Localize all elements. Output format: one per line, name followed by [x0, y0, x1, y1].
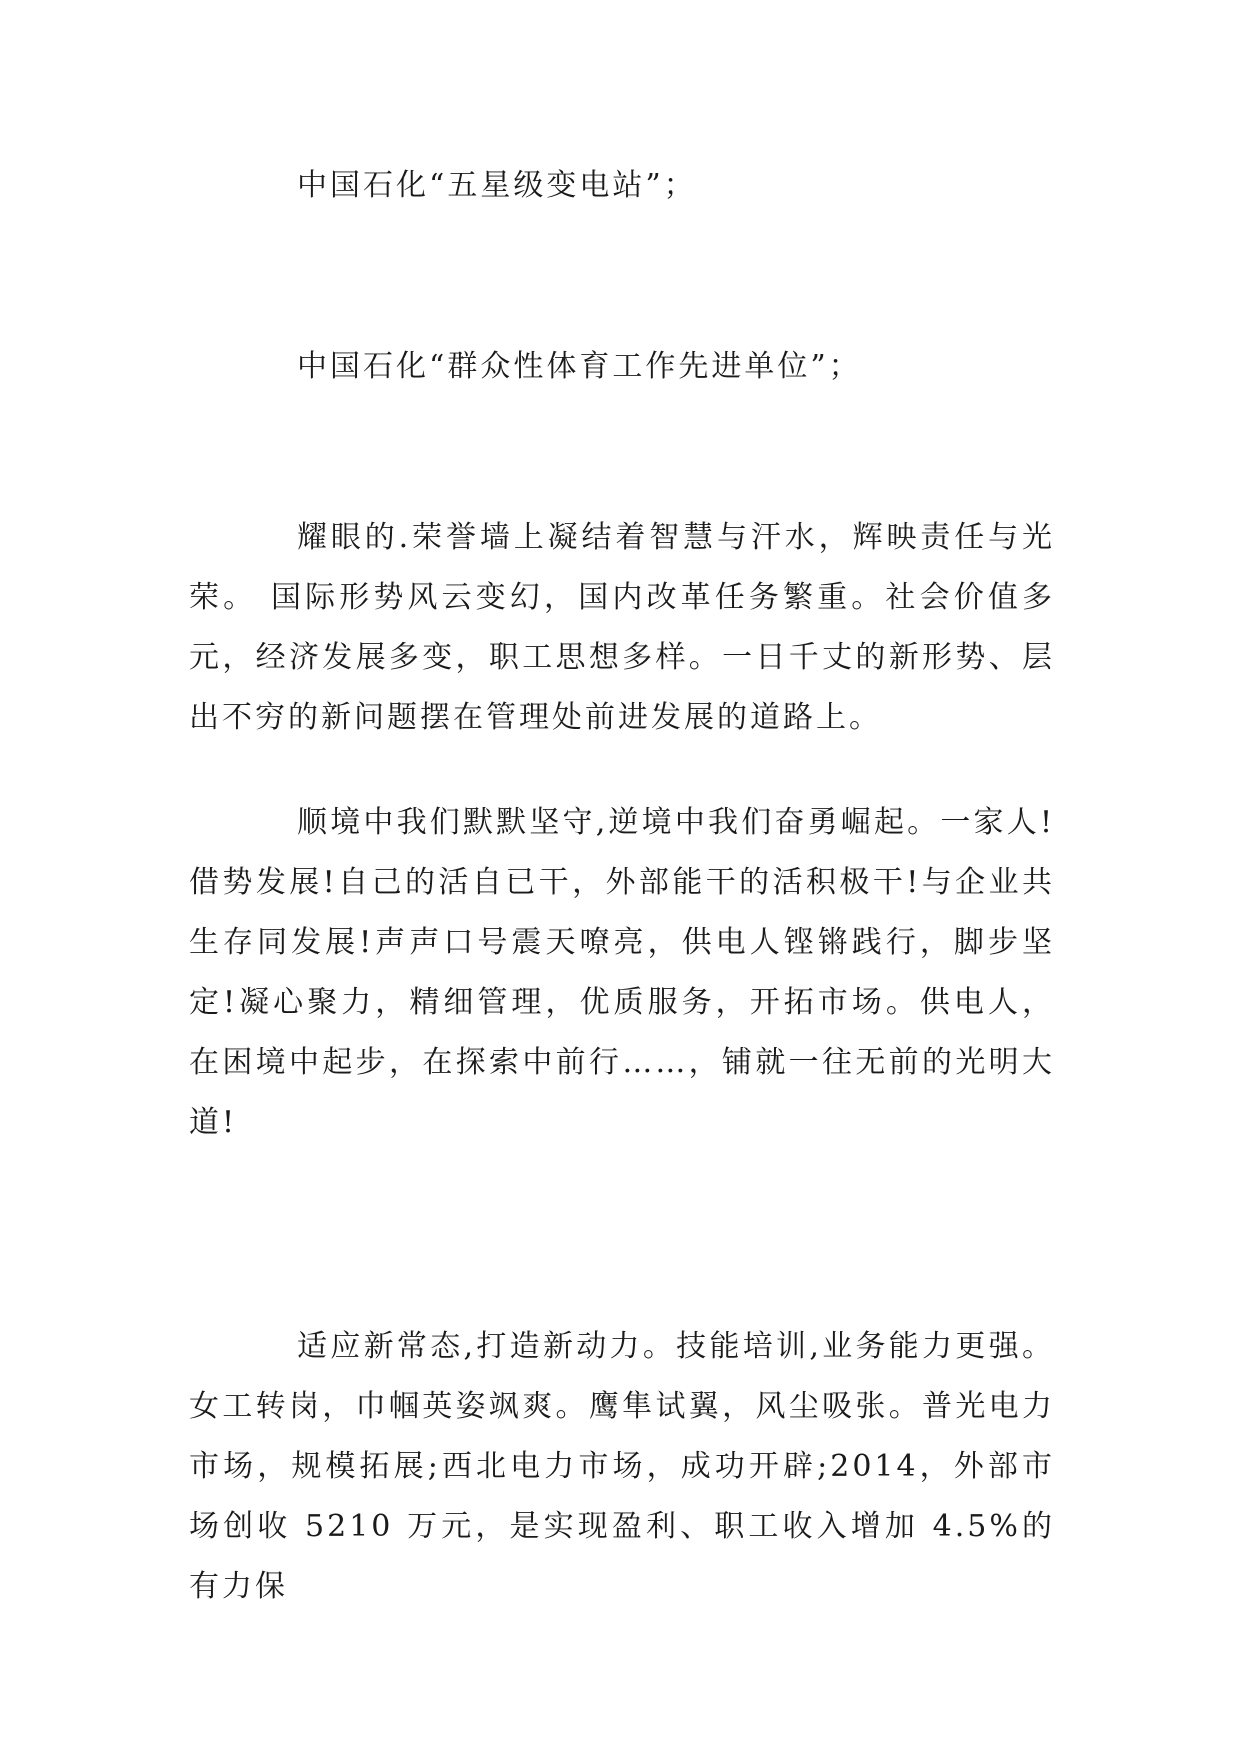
paragraph-award-substation: 中国石化“五星级变电站”；	[297, 168, 697, 203]
paragraph-honor-wall: 耀眼的.荣誉墙上凝结着智慧与汗水，辉映责任与光荣。 国际形势风云变幻，国内改革任务繁重。社会价值多元，经济发展多变，职工思想多样。一日千丈的新形势、层出不穷的新问题摆在管理处前进发展的道路上。	[189, 520, 1055, 735]
paragraph-adversity: 顺境中我们默默坚守,逆境中我们奋勇崛起。一家人!借势发展!自己的活自已干，外部能干的活积极干!与企业共生存同发展!声声口号震天嘹亮，供电人铿锵践行，脚步坚定!凝心聚力，精细管理，优质服务，开拓市场。供电人，在困境中起步，在探索中前行……，铺就一往无前的光明大道!	[189, 805, 1055, 1140]
paragraph-new-normal: 适应新常态,打造新动力。技能培训,业务能力更强。女工转岗，巾帼英姿飒爽。鹰隼试翼，风尘吸张。普光电力市场，规模拓展;西北电力市场，成功开辟;2014，外部市场创收 5210 万元，是实现盈利、职工收入增加 4.5%的有力保	[189, 1329, 1055, 1604]
paragraph-award-sports: 中国石化“群众性体育工作先进单位”；	[297, 349, 862, 384]
